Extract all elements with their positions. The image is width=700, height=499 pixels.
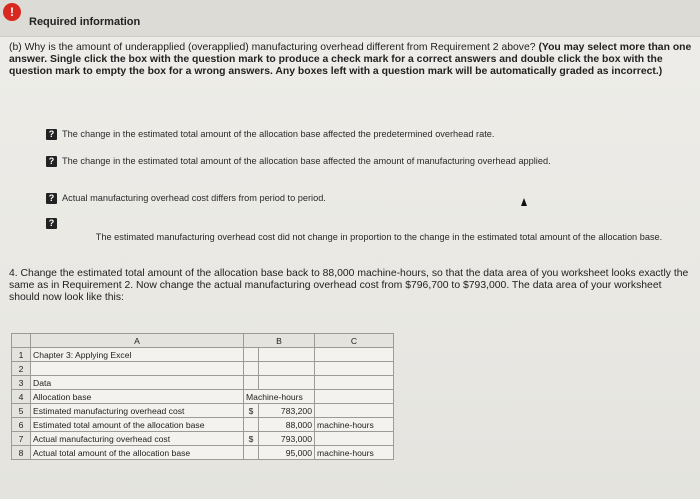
table-row: [12, 446, 394, 460]
row-number: 6: [12, 418, 31, 432]
cell-c5: [315, 404, 394, 418]
table-row: [12, 418, 394, 432]
cell-c6: machine-hours: [315, 418, 394, 432]
answer-option-3: [46, 193, 326, 204]
answer-option-1: [46, 129, 494, 140]
cell-c1: [315, 348, 394, 362]
row-number: 3: [12, 376, 31, 390]
cell-b7: 793,000: [259, 432, 315, 446]
answer-option-3-text: Actual manufacturing overhead cost differs from period to period.: [62, 193, 326, 203]
row-number: 1: [12, 348, 31, 362]
cell-b1-prefix: [244, 348, 259, 362]
answer-option-4-text: The estimated manufacturing overhead cost did not change in proportion to the change in the estimated total amount of the allocation base.: [95, 232, 663, 242]
required-information-header: [0, 0, 700, 37]
corner-cell: [12, 334, 31, 348]
cell-c4: [315, 390, 394, 404]
requirement-4-text: 4. Change the estimated total amount of the allocation base back to 88,000 machine-hours, so that the data area of you worksheet looks exactly the same as in Requirement 2. Now change the actual manufacturing overhead cost from $796,700 to $793,000. The data area of your worksheet should now look like this:: [9, 268, 689, 304]
cell-a8: Actual total amount of the allocation base: [31, 446, 244, 460]
cell-b3-prefix: [244, 376, 259, 390]
row-number: 8: [12, 446, 31, 460]
question-mark-checkbox-1[interactable]: ?: [46, 129, 57, 140]
question-mark-checkbox-3[interactable]: ?: [46, 193, 57, 204]
cell-a5: Estimated manufacturing overhead cost: [31, 404, 244, 418]
table-row: [12, 362, 394, 376]
cell-b6-prefix: [244, 418, 259, 432]
cell-c2: [315, 362, 394, 376]
question-b-instructions: (You may select more than one answer. Single click the box with the question mark to produce a check mark for a correct answers and double click the box with the question mark to empty the box for a wrong answers. Any boxes left with a question mark will be automatically graded as incorrect.): [9, 42, 692, 78]
header-title: Required information: [29, 16, 141, 28]
answer-option-2-text: The change in the estimated total amount of the allocation base affected the amount of manufacturing overhead applied.: [62, 156, 551, 166]
cell-a6: Estimated total amount of the allocation base: [31, 418, 244, 432]
cell-b5-currency: $: [244, 404, 259, 418]
question-mark-checkbox-2[interactable]: ?: [46, 156, 57, 167]
table-row: [12, 376, 394, 390]
table-row: [12, 348, 394, 362]
table-row: [12, 432, 394, 446]
cell-c8: machine-hours: [315, 446, 394, 460]
table-row: [12, 390, 394, 404]
column-header-b: B: [244, 334, 315, 348]
cell-a1: Chapter 3: Applying Excel: [31, 348, 244, 362]
cell-b8: 95,000: [259, 446, 315, 460]
cell-c7: [315, 432, 394, 446]
cell-b7-currency: $: [244, 432, 259, 446]
alert-icon: !: [3, 3, 21, 21]
row-number: 5: [12, 404, 31, 418]
worksheet-data-area: [11, 333, 394, 460]
cell-b5: 783,200: [259, 404, 315, 418]
cell-a3: Data: [31, 376, 244, 390]
answer-option-2: [46, 156, 551, 167]
cell-a2: [31, 362, 244, 376]
question-b-intro: (b) Why is the amount of underapplied (overapplied) manufacturing overhead different from Requirement 2 above?: [9, 42, 536, 53]
cell-b2: [259, 362, 315, 376]
cell-b1: [259, 348, 315, 362]
answer-option-1-text: The change in the estimated total amount of the allocation base affected the predetermined overhead rate.: [62, 129, 495, 139]
question-mark-checkbox-4[interactable]: ?: [46, 218, 57, 229]
cell-c3: [315, 376, 394, 390]
row-number: 7: [12, 432, 31, 446]
column-header-row: [12, 334, 394, 348]
answer-option-4: [46, 218, 62, 229]
cell-b4: Machine-hours: [244, 390, 315, 404]
cell-b3: [259, 376, 315, 390]
column-header-c: C: [315, 334, 394, 348]
cell-a4: Allocation base: [31, 390, 244, 404]
cell-a7: Actual manufacturing overhead cost: [31, 432, 244, 446]
table-row: [12, 404, 394, 418]
row-number: 4: [12, 390, 31, 404]
cell-b6: 88,000: [259, 418, 315, 432]
cell-b8-prefix: [244, 446, 259, 460]
question-b: [9, 42, 694, 79]
cell-b2-prefix: [244, 362, 259, 376]
row-number: 2: [12, 362, 31, 376]
column-header-a: A: [31, 334, 244, 348]
mouse-cursor-icon: [521, 198, 527, 206]
